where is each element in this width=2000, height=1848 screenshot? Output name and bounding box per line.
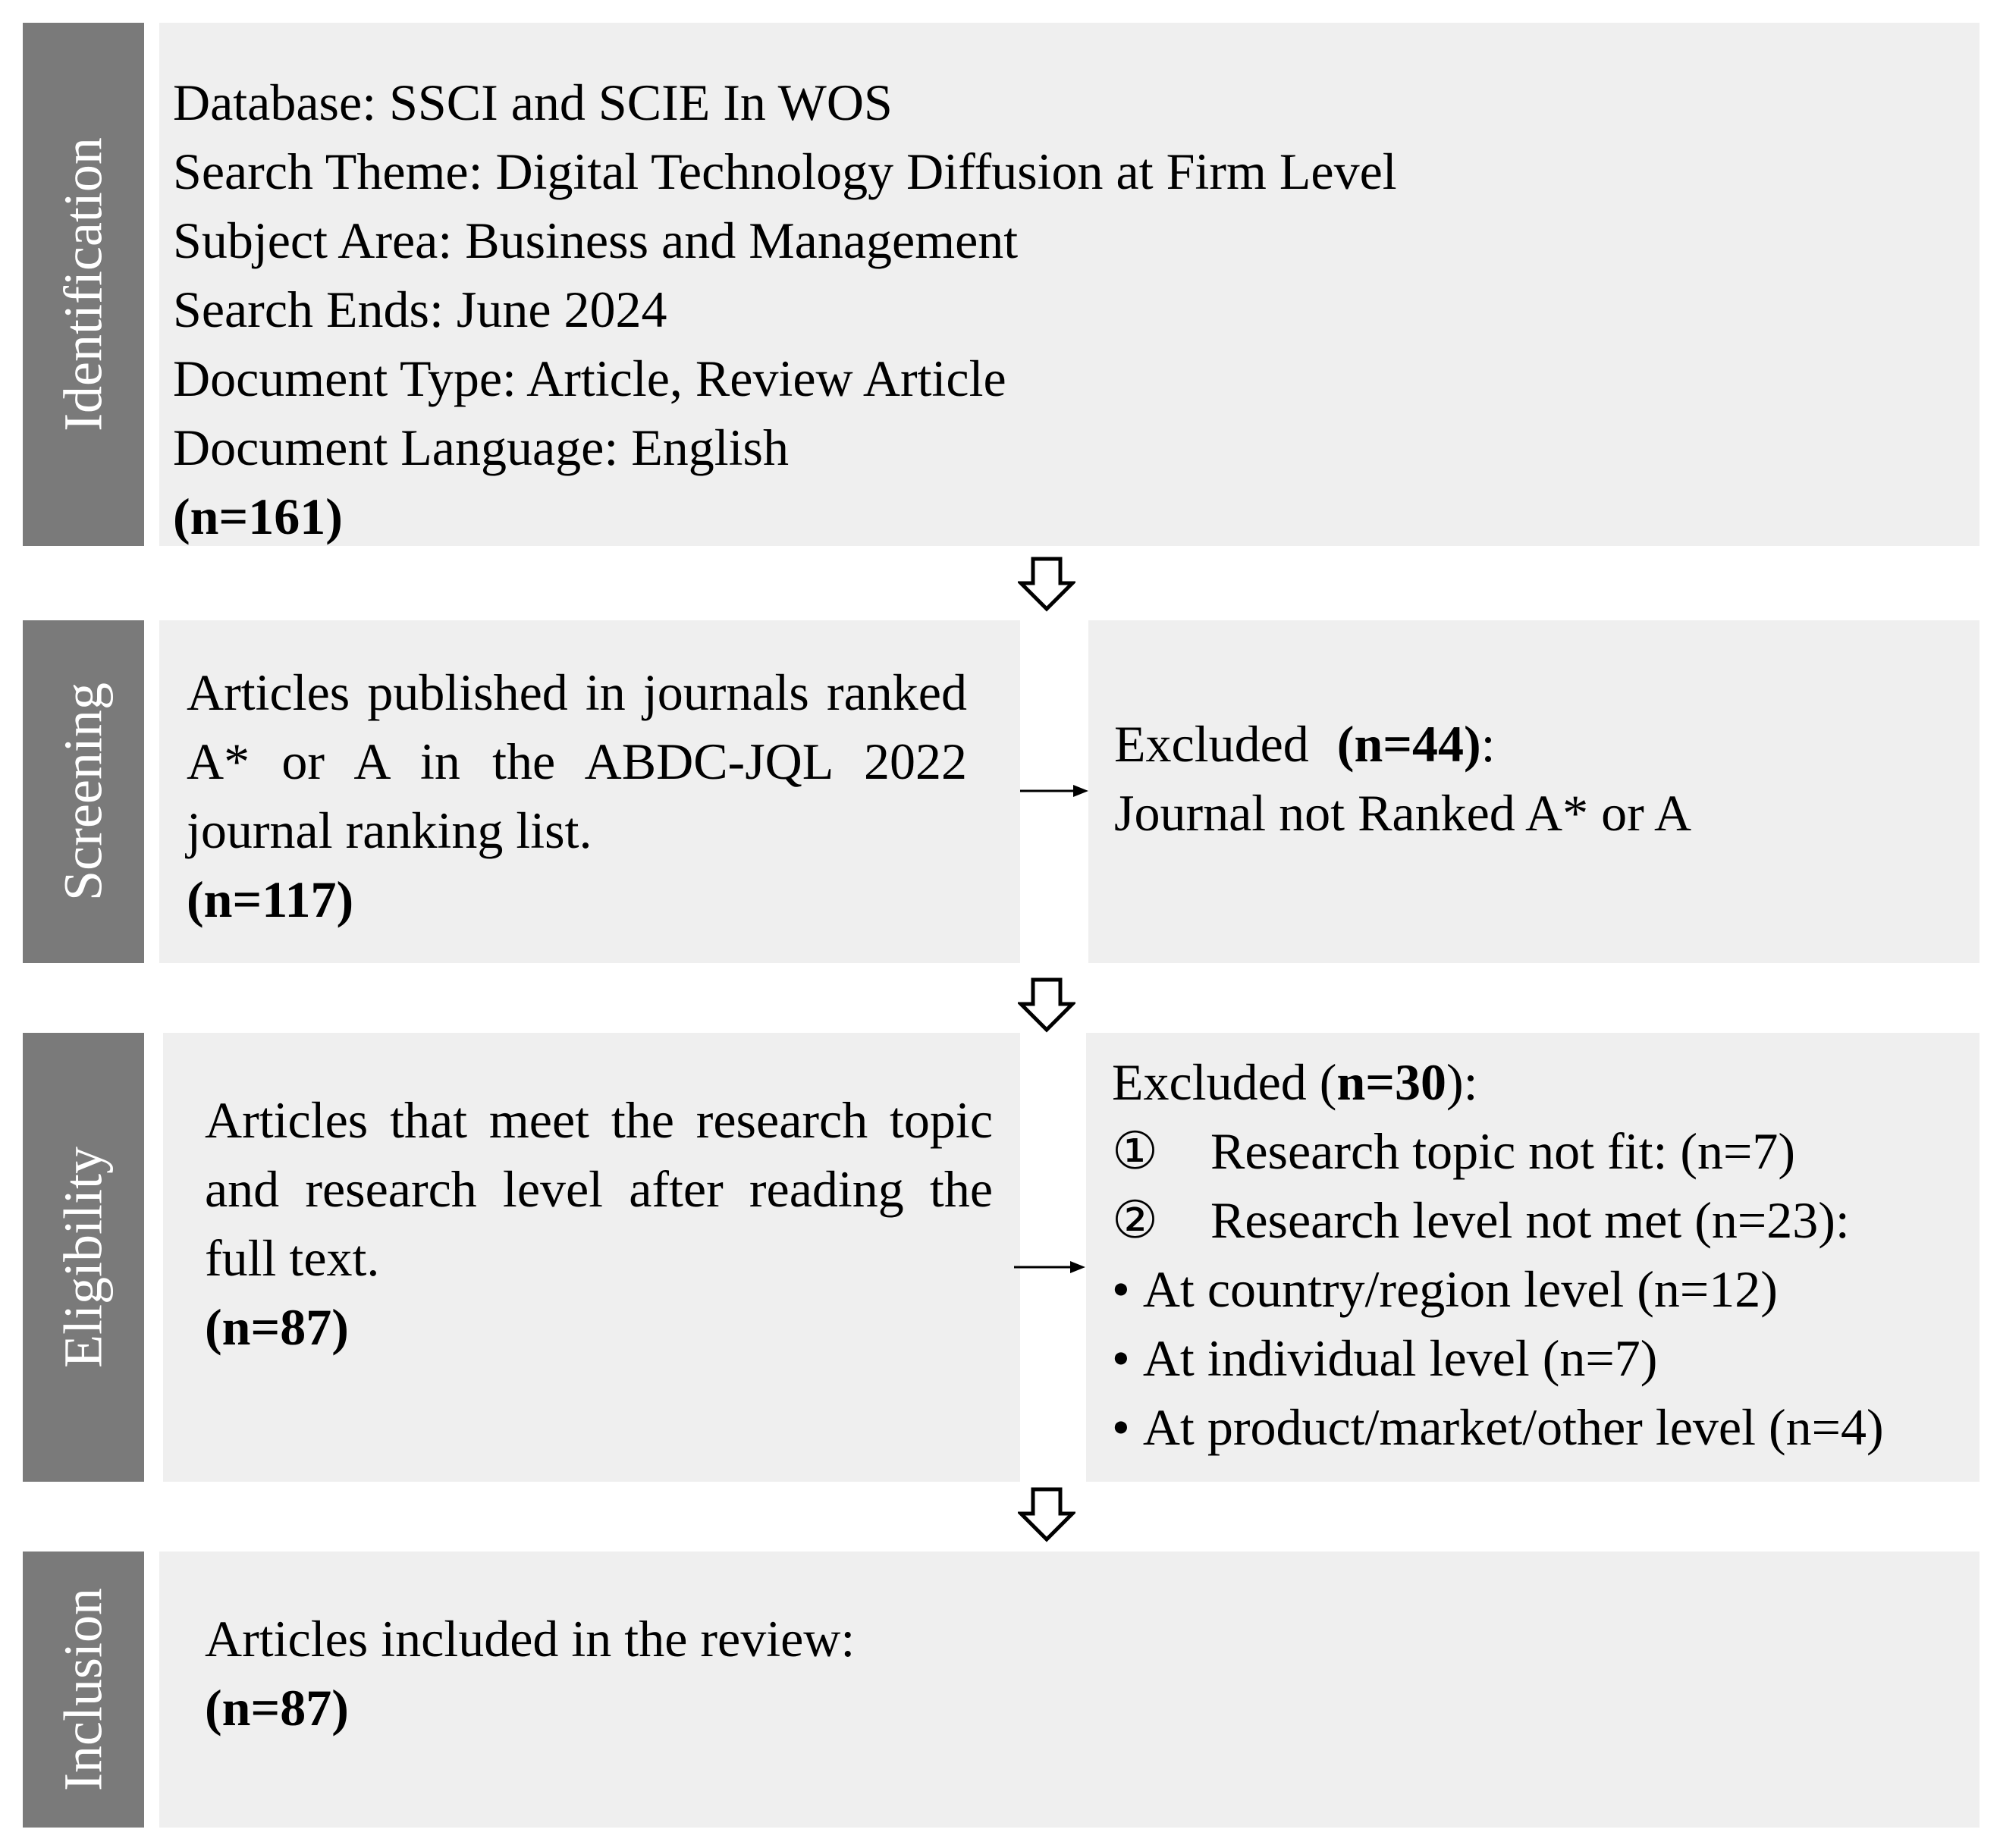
screening-excluded-heading xyxy=(1114,710,1980,779)
eligibility-bullet-item xyxy=(1112,1324,1980,1393)
identification-box xyxy=(159,23,1980,546)
down-arrow-icon xyxy=(1018,977,1075,1033)
eligibility-reason-text: Research topic not fit: (n=7) xyxy=(1210,1122,1796,1180)
eligibility-excluded-heading xyxy=(1112,1048,1980,1117)
stage-label-screening-text: Screening xyxy=(52,682,114,901)
down-arrow-icon xyxy=(1018,556,1075,612)
screening-excluded-suffix: : xyxy=(1480,715,1496,773)
eligibility-bullet-item xyxy=(1112,1393,1980,1462)
eligibility-excluded-prefix: Excluded ( xyxy=(1112,1053,1337,1111)
stage-label-identification xyxy=(23,23,144,546)
eligibility-reason-item xyxy=(1112,1117,1980,1186)
stage-label-eligibility-text: Eligibility xyxy=(52,1146,114,1369)
inclusion-box xyxy=(159,1552,1980,1828)
inclusion-text: Articles included in the review: xyxy=(205,1610,856,1668)
right-arrow-icon xyxy=(1014,1256,1087,1279)
inclusion-count: (n=87) xyxy=(205,1679,349,1737)
stage-label-inclusion-text: Inclusion xyxy=(52,1588,114,1791)
eligibility-excluded-suffix: ): xyxy=(1446,1053,1478,1111)
eligibility-bullet-item xyxy=(1112,1255,1980,1324)
screening-text: Articles published in journals ranked A* or A in the ABDC-JQL 2022 journal ranking list. xyxy=(187,664,967,859)
stage-label-identification-text: Identification xyxy=(52,137,114,431)
bullet-icon: • xyxy=(1112,1398,1143,1456)
circled-two-marker: ② xyxy=(1112,1191,1158,1249)
eligibility-bullet-text: At country/region level (n=12) xyxy=(1142,1260,1778,1318)
eligibility-bullet-text: At individual level (n=7) xyxy=(1142,1329,1658,1387)
eligibility-bullet-text: At product/market/other level (n=4) xyxy=(1142,1398,1884,1456)
circled-one-marker: ① xyxy=(1112,1122,1158,1180)
stage-label-inclusion xyxy=(23,1552,144,1828)
screening-excluded-box xyxy=(1088,620,1980,963)
identification-line: Document Type: Article, Review Article xyxy=(173,350,1006,407)
identification-line: Search Ends: June 2024 xyxy=(173,281,667,338)
screening-excluded-count: (n=44) xyxy=(1336,715,1481,773)
stage-label-screening xyxy=(23,620,144,963)
identification-line: Subject Area: Business and Management xyxy=(173,212,1019,269)
eligibility-reason-text: Research level not met (n=23): xyxy=(1210,1191,1850,1249)
identification-line: Document Language: English xyxy=(173,419,790,476)
bullet-icon: • xyxy=(1112,1329,1143,1387)
screening-box xyxy=(159,620,1020,963)
eligibility-count: (n=87) xyxy=(205,1298,349,1356)
identification-count: (n=161) xyxy=(173,488,343,545)
down-arrow-icon xyxy=(1018,1486,1075,1542)
identification-line: Search Theme: Digital Technology Diffusion at Firm Level xyxy=(173,143,1397,200)
right-arrow-icon xyxy=(1020,780,1090,802)
eligibility-text: Articles that meet the research topic and research level after reading the full text. xyxy=(205,1091,993,1287)
eligibility-excluded-count: n=30 xyxy=(1336,1053,1447,1111)
screening-count: (n=117) xyxy=(187,871,354,928)
screening-excluded-label: Excluded xyxy=(1114,715,1309,773)
screening-excluded-reason: Journal not Ranked A* or A xyxy=(1114,784,1692,842)
bullet-icon: • xyxy=(1112,1260,1143,1318)
stage-label-eligibility xyxy=(23,1033,144,1482)
eligibility-excluded-box xyxy=(1086,1033,1980,1482)
eligibility-reason-item xyxy=(1112,1186,1980,1255)
identification-line: Database: SSCI and SCIE In WOS xyxy=(173,74,893,131)
eligibility-box xyxy=(163,1033,1020,1482)
